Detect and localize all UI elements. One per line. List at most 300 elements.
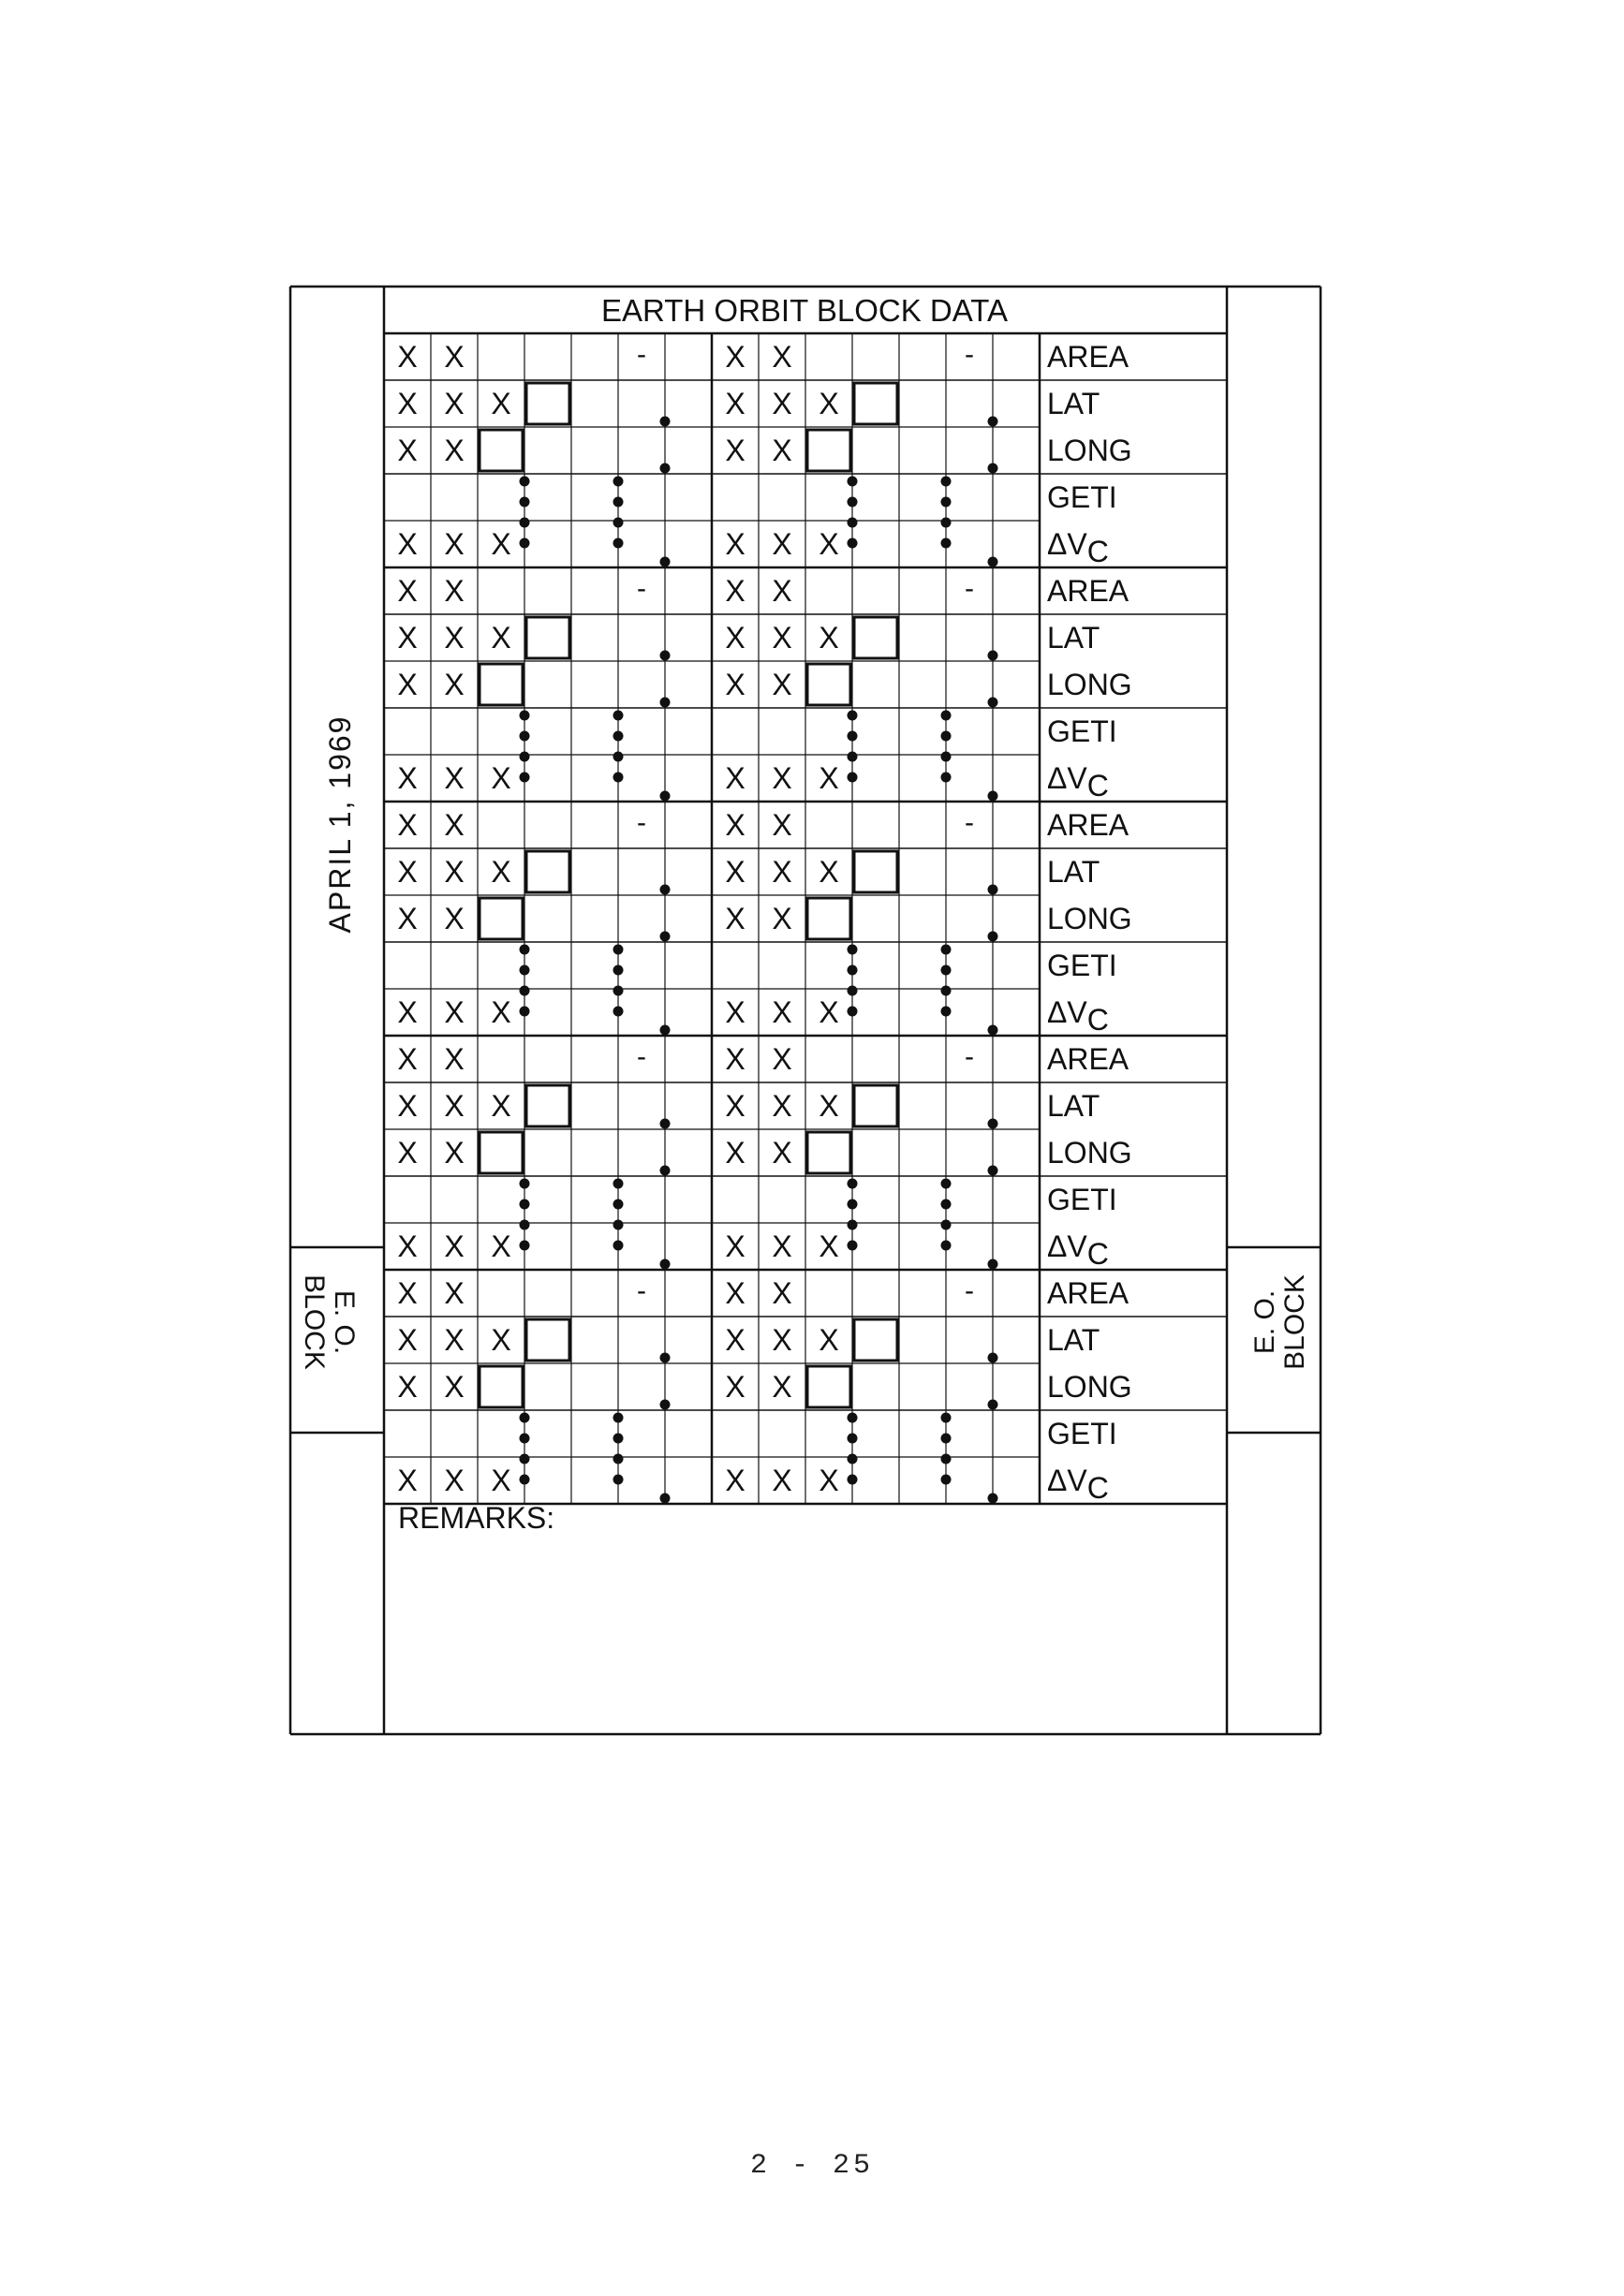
data-entry-cell[interactable]: [899, 474, 946, 521]
data-entry-cell[interactable]: [524, 989, 571, 1036]
data-entry-cell[interactable]: [805, 1410, 852, 1457]
data-entry-cell[interactable]: [993, 380, 1040, 427]
data-entry-cell[interactable]: [524, 708, 571, 755]
data-entry-cell[interactable]: [665, 708, 712, 755]
data-entry-cell[interactable]: [618, 708, 665, 755]
data-entry-cell[interactable]: [852, 1223, 899, 1270]
data-entry-cell[interactable]: [946, 661, 993, 708]
data-entry-cell[interactable]: [618, 848, 665, 895]
data-entry-cell[interactable]: [899, 1176, 946, 1223]
data-entry-cell[interactable]: [899, 661, 946, 708]
data-entry-cell[interactable]: [431, 661, 478, 708]
data-entry-cell[interactable]: [571, 1410, 618, 1457]
data-entry-cell[interactable]: [571, 380, 618, 427]
data-entry-cell[interactable]: [431, 1223, 478, 1270]
data-entry-cell[interactable]: [524, 333, 571, 380]
data-entry-cell[interactable]: [665, 661, 712, 708]
data-entry-cell[interactable]: [712, 942, 759, 989]
data-entry-cell[interactable]: [993, 1223, 1040, 1270]
data-entry-cell[interactable]: [618, 1223, 665, 1270]
data-entry-cell[interactable]: [759, 1223, 805, 1270]
data-entry-cell[interactable]: [899, 1363, 946, 1410]
data-entry-cell[interactable]: [665, 1223, 712, 1270]
data-entry-cell[interactable]: [618, 1176, 665, 1223]
data-entry-cell[interactable]: [712, 614, 759, 661]
data-entry-cell[interactable]: [712, 567, 759, 614]
data-entry-cell[interactable]: [618, 427, 665, 474]
data-entry-cell[interactable]: [665, 1036, 712, 1082]
data-entry-cell[interactable]: [946, 1223, 993, 1270]
data-entry-cell[interactable]: [478, 895, 524, 942]
data-entry-cell[interactable]: [759, 1270, 805, 1317]
data-entry-cell[interactable]: [524, 848, 571, 895]
data-entry-cell[interactable]: [618, 474, 665, 521]
data-entry-cell[interactable]: [618, 989, 665, 1036]
data-entry-cell[interactable]: [618, 614, 665, 661]
data-entry-cell[interactable]: [852, 942, 899, 989]
data-entry-cell[interactable]: [899, 1410, 946, 1457]
data-entry-cell[interactable]: [946, 333, 993, 380]
data-entry-cell[interactable]: [524, 1036, 571, 1082]
data-entry-cell[interactable]: [665, 942, 712, 989]
data-entry-cell[interactable]: [759, 661, 805, 708]
data-entry-cell[interactable]: [805, 1457, 852, 1504]
data-entry-cell[interactable]: [478, 1270, 524, 1317]
data-entry-cell[interactable]: [759, 989, 805, 1036]
data-entry-cell[interactable]: [899, 1082, 946, 1129]
data-entry-cell[interactable]: [805, 427, 852, 474]
data-entry-cell[interactable]: [899, 802, 946, 848]
data-entry-cell[interactable]: [899, 942, 946, 989]
data-entry-cell[interactable]: [478, 1317, 524, 1363]
data-entry-cell[interactable]: [431, 708, 478, 755]
data-entry-cell[interactable]: [993, 989, 1040, 1036]
data-entry-cell[interactable]: [524, 567, 571, 614]
data-entry-cell[interactable]: [899, 1036, 946, 1082]
data-entry-cell[interactable]: [759, 1036, 805, 1082]
data-entry-cell[interactable]: [431, 1270, 478, 1317]
data-entry-cell[interactable]: [384, 567, 431, 614]
data-entry-cell[interactable]: [759, 802, 805, 848]
data-entry-cell[interactable]: [759, 427, 805, 474]
data-entry-cell[interactable]: [712, 848, 759, 895]
data-entry-cell[interactable]: [852, 1082, 899, 1129]
data-entry-cell[interactable]: [993, 1410, 1040, 1457]
data-entry-cell[interactable]: [946, 1036, 993, 1082]
data-entry-cell[interactable]: [805, 521, 852, 567]
data-entry-cell[interactable]: [384, 1036, 431, 1082]
data-entry-cell[interactable]: [993, 895, 1040, 942]
data-entry-cell[interactable]: [852, 802, 899, 848]
data-entry-cell[interactable]: [946, 380, 993, 427]
data-entry-cell[interactable]: [993, 614, 1040, 661]
data-entry-cell[interactable]: [712, 1457, 759, 1504]
data-entry-cell[interactable]: [618, 521, 665, 567]
data-entry-cell[interactable]: [759, 1363, 805, 1410]
data-entry-cell[interactable]: [946, 895, 993, 942]
data-entry-cell[interactable]: [665, 755, 712, 802]
data-entry-cell[interactable]: [712, 427, 759, 474]
data-entry-cell[interactable]: [712, 708, 759, 755]
data-entry-cell[interactable]: [759, 333, 805, 380]
data-entry-cell[interactable]: [805, 1317, 852, 1363]
data-entry-cell[interactable]: [384, 848, 431, 895]
data-entry-cell[interactable]: [618, 333, 665, 380]
data-entry-cell[interactable]: [805, 567, 852, 614]
data-entry-cell[interactable]: [431, 802, 478, 848]
data-entry-cell[interactable]: [852, 1270, 899, 1317]
data-entry-cell[interactable]: [524, 474, 571, 521]
data-entry-cell[interactable]: [524, 755, 571, 802]
data-entry-cell[interactable]: [852, 333, 899, 380]
data-entry-cell[interactable]: [478, 474, 524, 521]
data-entry-cell[interactable]: [618, 1036, 665, 1082]
data-entry-cell[interactable]: [946, 755, 993, 802]
data-entry-cell[interactable]: [712, 1129, 759, 1176]
data-entry-cell[interactable]: [993, 427, 1040, 474]
data-entry-cell[interactable]: [805, 942, 852, 989]
data-entry-cell[interactable]: [571, 989, 618, 1036]
data-entry-cell[interactable]: [618, 1457, 665, 1504]
data-entry-cell[interactable]: [946, 1363, 993, 1410]
data-entry-cell[interactable]: [524, 1082, 571, 1129]
data-entry-cell[interactable]: [618, 1270, 665, 1317]
data-entry-cell[interactable]: [618, 1129, 665, 1176]
data-entry-cell[interactable]: [946, 708, 993, 755]
data-entry-cell[interactable]: [431, 1363, 478, 1410]
data-entry-cell[interactable]: [946, 942, 993, 989]
data-entry-cell[interactable]: [478, 1082, 524, 1129]
data-entry-cell[interactable]: [759, 1317, 805, 1363]
data-entry-cell[interactable]: [384, 1317, 431, 1363]
data-entry-cell[interactable]: [524, 1223, 571, 1270]
data-entry-cell[interactable]: [899, 708, 946, 755]
data-entry-cell[interactable]: [431, 1410, 478, 1457]
data-entry-cell[interactable]: [571, 1176, 618, 1223]
data-entry-cell[interactable]: [993, 1363, 1040, 1410]
data-entry-cell[interactable]: [993, 1036, 1040, 1082]
data-entry-cell[interactable]: [665, 1176, 712, 1223]
data-entry-cell[interactable]: [759, 380, 805, 427]
data-entry-cell[interactable]: [993, 333, 1040, 380]
data-entry-cell[interactable]: [384, 1176, 431, 1223]
data-entry-cell[interactable]: [524, 942, 571, 989]
data-entry-cell[interactable]: [665, 1363, 712, 1410]
data-entry-cell[interactable]: [993, 1317, 1040, 1363]
data-entry-cell[interactable]: [852, 1410, 899, 1457]
data-entry-cell[interactable]: [805, 614, 852, 661]
data-entry-cell[interactable]: [665, 1410, 712, 1457]
data-entry-cell[interactable]: [946, 1270, 993, 1317]
data-entry-cell[interactable]: [805, 895, 852, 942]
data-entry-cell[interactable]: [571, 802, 618, 848]
data-entry-cell[interactable]: [431, 942, 478, 989]
data-entry-cell[interactable]: [665, 895, 712, 942]
data-entry-cell[interactable]: [712, 1036, 759, 1082]
data-entry-cell[interactable]: [618, 567, 665, 614]
data-entry-cell[interactable]: [618, 661, 665, 708]
data-entry-cell[interactable]: [805, 708, 852, 755]
data-entry-cell[interactable]: [431, 1317, 478, 1363]
data-entry-cell[interactable]: [712, 895, 759, 942]
data-entry-cell[interactable]: [665, 427, 712, 474]
data-entry-cell[interactable]: [946, 474, 993, 521]
data-entry-cell[interactable]: [852, 1036, 899, 1082]
data-entry-cell[interactable]: [571, 333, 618, 380]
data-entry-cell[interactable]: [431, 848, 478, 895]
data-entry-cell[interactable]: [524, 802, 571, 848]
data-entry-cell[interactable]: [712, 333, 759, 380]
data-entry-cell[interactable]: [384, 1410, 431, 1457]
data-entry-cell[interactable]: [899, 1457, 946, 1504]
data-entry-cell[interactable]: [384, 802, 431, 848]
data-entry-cell[interactable]: [571, 1457, 618, 1504]
data-entry-cell[interactable]: [946, 1457, 993, 1504]
data-entry-cell[interactable]: [478, 755, 524, 802]
data-entry-cell[interactable]: [759, 942, 805, 989]
data-entry-cell[interactable]: [384, 942, 431, 989]
data-entry-cell[interactable]: [431, 427, 478, 474]
data-entry-cell[interactable]: [899, 1317, 946, 1363]
data-entry-cell[interactable]: [524, 380, 571, 427]
data-entry-cell[interactable]: [431, 380, 478, 427]
data-entry-cell[interactable]: [946, 427, 993, 474]
data-entry-cell[interactable]: [899, 427, 946, 474]
data-entry-cell[interactable]: [431, 474, 478, 521]
data-entry-cell[interactable]: [478, 942, 524, 989]
data-entry-cell[interactable]: [478, 708, 524, 755]
data-entry-cell[interactable]: [805, 1082, 852, 1129]
data-entry-cell[interactable]: [899, 895, 946, 942]
data-entry-cell[interactable]: [759, 708, 805, 755]
data-entry-cell[interactable]: [384, 521, 431, 567]
data-entry-cell[interactable]: [384, 333, 431, 380]
data-entry-cell[interactable]: [478, 989, 524, 1036]
data-entry-cell[interactable]: [805, 661, 852, 708]
data-entry-cell[interactable]: [524, 427, 571, 474]
remarks-area[interactable]: [384, 1509, 1227, 1734]
data-entry-cell[interactable]: [571, 942, 618, 989]
data-entry-cell[interactable]: [618, 1082, 665, 1129]
data-entry-cell[interactable]: [993, 802, 1040, 848]
data-entry-cell[interactable]: [384, 1129, 431, 1176]
data-entry-cell[interactable]: [852, 521, 899, 567]
data-entry-cell[interactable]: [384, 1457, 431, 1504]
data-entry-cell[interactable]: [384, 614, 431, 661]
data-entry-cell[interactable]: [805, 380, 852, 427]
data-entry-cell[interactable]: [431, 614, 478, 661]
data-entry-cell[interactable]: [712, 474, 759, 521]
data-entry-cell[interactable]: [805, 1129, 852, 1176]
data-entry-cell[interactable]: [852, 1176, 899, 1223]
data-entry-cell[interactable]: [805, 474, 852, 521]
data-entry-cell[interactable]: [946, 1176, 993, 1223]
data-entry-cell[interactable]: [899, 755, 946, 802]
data-entry-cell[interactable]: [571, 895, 618, 942]
data-entry-cell[interactable]: [571, 661, 618, 708]
data-entry-cell[interactable]: [431, 989, 478, 1036]
data-entry-cell[interactable]: [852, 1363, 899, 1410]
data-entry-cell[interactable]: [431, 1036, 478, 1082]
data-entry-cell[interactable]: [665, 521, 712, 567]
data-entry-cell[interactable]: [524, 1457, 571, 1504]
data-entry-cell[interactable]: [618, 380, 665, 427]
data-entry-cell[interactable]: [431, 1129, 478, 1176]
data-entry-cell[interactable]: [759, 895, 805, 942]
data-entry-cell[interactable]: [759, 1082, 805, 1129]
data-entry-cell[interactable]: [946, 1317, 993, 1363]
data-entry-cell[interactable]: [384, 380, 431, 427]
data-entry-cell[interactable]: [524, 521, 571, 567]
data-entry-cell[interactable]: [946, 1129, 993, 1176]
data-entry-cell[interactable]: [852, 755, 899, 802]
data-entry-cell[interactable]: [852, 1317, 899, 1363]
data-entry-cell[interactable]: [712, 380, 759, 427]
data-entry-cell[interactable]: [571, 1317, 618, 1363]
data-entry-cell[interactable]: [571, 1082, 618, 1129]
data-entry-cell[interactable]: [852, 848, 899, 895]
data-entry-cell[interactable]: [478, 567, 524, 614]
data-entry-cell[interactable]: [993, 661, 1040, 708]
data-entry-cell[interactable]: [712, 755, 759, 802]
data-entry-cell[interactable]: [712, 802, 759, 848]
data-entry-cell[interactable]: [665, 1129, 712, 1176]
data-entry-cell[interactable]: [759, 474, 805, 521]
data-entry-cell[interactable]: [478, 427, 524, 474]
data-entry-cell[interactable]: [665, 802, 712, 848]
data-entry-cell[interactable]: [993, 567, 1040, 614]
data-entry-cell[interactable]: [852, 1457, 899, 1504]
data-entry-cell[interactable]: [524, 614, 571, 661]
data-entry-cell[interactable]: [478, 521, 524, 567]
data-entry-cell[interactable]: [712, 1317, 759, 1363]
data-entry-cell[interactable]: [805, 1223, 852, 1270]
data-entry-cell[interactable]: [993, 708, 1040, 755]
data-entry-cell[interactable]: [993, 1457, 1040, 1504]
data-entry-cell[interactable]: [524, 1410, 571, 1457]
data-entry-cell[interactable]: [899, 614, 946, 661]
data-entry-cell[interactable]: [524, 1317, 571, 1363]
data-entry-cell[interactable]: [478, 1223, 524, 1270]
data-entry-cell[interactable]: [384, 1363, 431, 1410]
data-entry-cell[interactable]: [946, 614, 993, 661]
data-entry-cell[interactable]: [524, 1270, 571, 1317]
data-entry-cell[interactable]: [805, 848, 852, 895]
data-entry-cell[interactable]: [805, 1270, 852, 1317]
data-entry-cell[interactable]: [665, 989, 712, 1036]
data-entry-cell[interactable]: [712, 1410, 759, 1457]
data-entry-cell[interactable]: [946, 1410, 993, 1457]
data-entry-cell[interactable]: [946, 521, 993, 567]
data-entry-cell[interactable]: [571, 567, 618, 614]
data-entry-cell[interactable]: [712, 1223, 759, 1270]
data-entry-cell[interactable]: [571, 427, 618, 474]
data-entry-cell[interactable]: [431, 1176, 478, 1223]
data-entry-cell[interactable]: [899, 333, 946, 380]
data-entry-cell[interactable]: [946, 989, 993, 1036]
data-entry-cell[interactable]: [852, 895, 899, 942]
data-entry-cell[interactable]: [618, 942, 665, 989]
data-entry-cell[interactable]: [899, 1223, 946, 1270]
data-entry-cell[interactable]: [478, 1410, 524, 1457]
data-entry-cell[interactable]: [665, 380, 712, 427]
data-entry-cell[interactable]: [665, 474, 712, 521]
data-entry-cell[interactable]: [431, 895, 478, 942]
data-entry-cell[interactable]: [524, 1129, 571, 1176]
data-entry-cell[interactable]: [759, 567, 805, 614]
data-entry-cell[interactable]: [852, 1129, 899, 1176]
data-entry-cell[interactable]: [899, 521, 946, 567]
data-entry-cell[interactable]: [524, 1176, 571, 1223]
data-entry-cell[interactable]: [759, 1129, 805, 1176]
data-entry-cell[interactable]: [993, 1270, 1040, 1317]
data-entry-cell[interactable]: [852, 614, 899, 661]
data-entry-cell[interactable]: [712, 1270, 759, 1317]
data-entry-cell[interactable]: [899, 1270, 946, 1317]
data-entry-cell[interactable]: [384, 755, 431, 802]
data-entry-cell[interactable]: [712, 661, 759, 708]
data-entry-cell[interactable]: [852, 708, 899, 755]
data-entry-cell[interactable]: [665, 1457, 712, 1504]
data-entry-cell[interactable]: [524, 1363, 571, 1410]
data-entry-cell[interactable]: [665, 848, 712, 895]
data-entry-cell[interactable]: [571, 1223, 618, 1270]
data-entry-cell[interactable]: [899, 380, 946, 427]
data-entry-cell[interactable]: [478, 661, 524, 708]
data-entry-cell[interactable]: [571, 848, 618, 895]
data-entry-cell[interactable]: [571, 708, 618, 755]
data-entry-cell[interactable]: [993, 1176, 1040, 1223]
data-entry-cell[interactable]: [805, 1363, 852, 1410]
data-entry-cell[interactable]: [524, 895, 571, 942]
data-entry-cell[interactable]: [712, 521, 759, 567]
data-entry-cell[interactable]: [759, 848, 805, 895]
data-entry-cell[interactable]: [805, 802, 852, 848]
data-entry-cell[interactable]: [805, 755, 852, 802]
data-entry-cell[interactable]: [946, 567, 993, 614]
data-entry-cell[interactable]: [478, 1129, 524, 1176]
data-entry-cell[interactable]: [759, 1457, 805, 1504]
data-entry-cell[interactable]: [759, 1410, 805, 1457]
data-entry-cell[interactable]: [571, 1363, 618, 1410]
data-entry-cell[interactable]: [852, 474, 899, 521]
data-entry-cell[interactable]: [993, 942, 1040, 989]
data-entry-cell[interactable]: [665, 1270, 712, 1317]
data-entry-cell[interactable]: [759, 755, 805, 802]
data-entry-cell[interactable]: [759, 614, 805, 661]
data-entry-cell[interactable]: [478, 802, 524, 848]
data-entry-cell[interactable]: [665, 614, 712, 661]
data-entry-cell[interactable]: [384, 1082, 431, 1129]
data-entry-cell[interactable]: [712, 1082, 759, 1129]
data-entry-cell[interactable]: [899, 848, 946, 895]
data-entry-cell[interactable]: [618, 1363, 665, 1410]
data-entry-cell[interactable]: [478, 333, 524, 380]
data-entry-cell[interactable]: [665, 567, 712, 614]
data-entry-cell[interactable]: [665, 1317, 712, 1363]
data-entry-cell[interactable]: [852, 380, 899, 427]
data-entry-cell[interactable]: [571, 474, 618, 521]
data-entry-cell[interactable]: [712, 1363, 759, 1410]
data-entry-cell[interactable]: [571, 614, 618, 661]
data-entry-cell[interactable]: [805, 333, 852, 380]
data-entry-cell[interactable]: [899, 989, 946, 1036]
data-entry-cell[interactable]: [478, 380, 524, 427]
data-entry-cell[interactable]: [712, 989, 759, 1036]
data-entry-cell[interactable]: [571, 521, 618, 567]
data-entry-cell[interactable]: [478, 1363, 524, 1410]
data-entry-cell[interactable]: [712, 1176, 759, 1223]
